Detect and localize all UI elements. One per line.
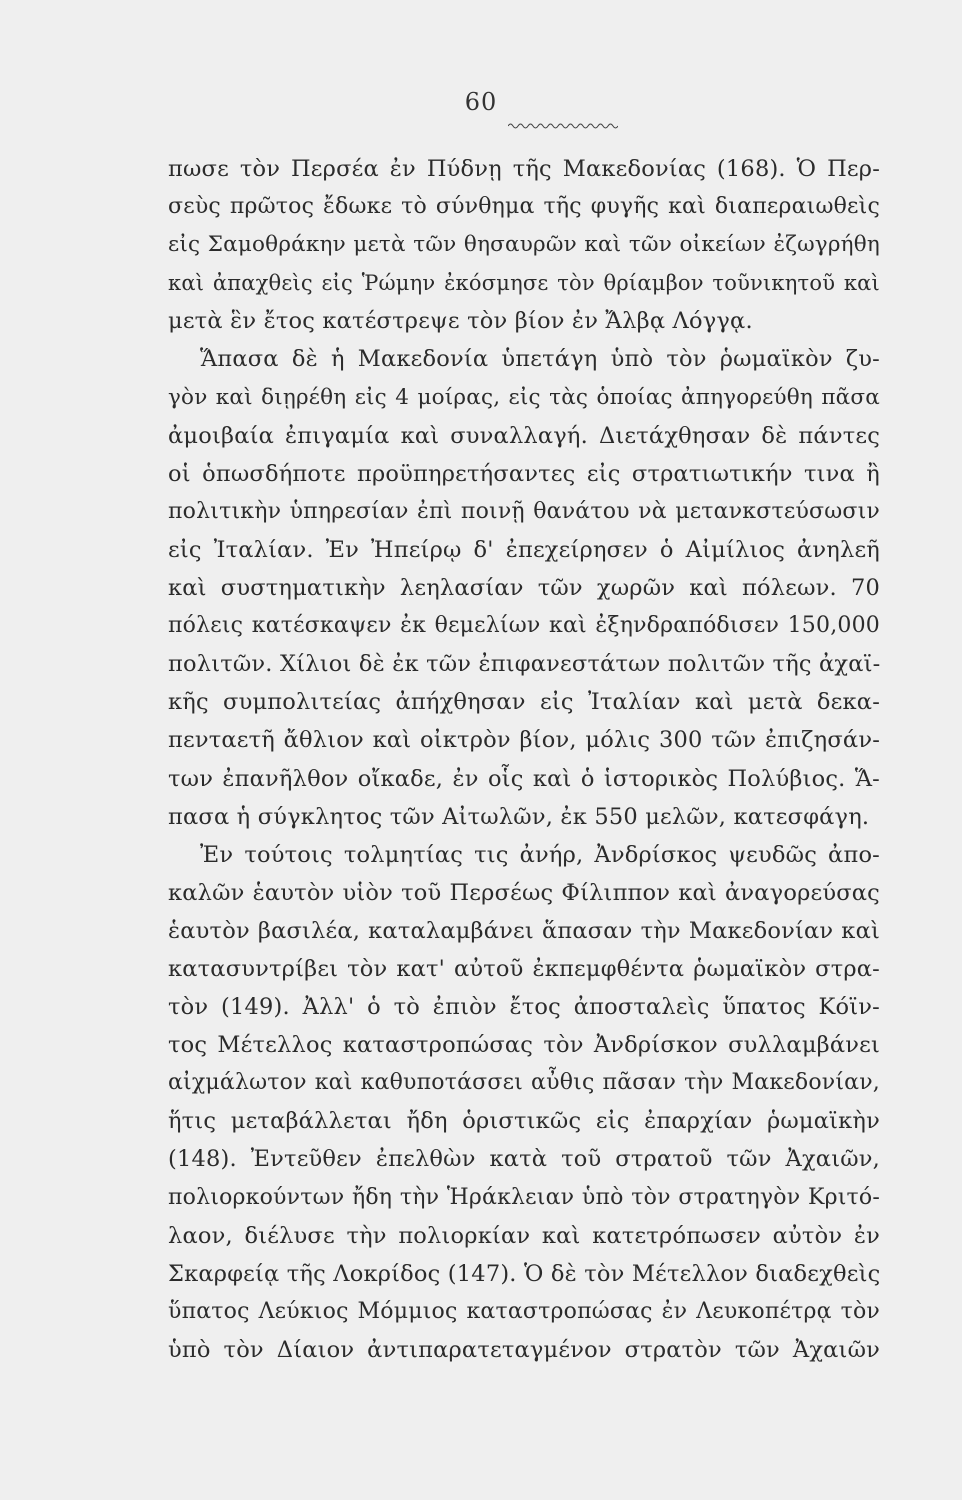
wavy-rule-ornament (508, 122, 618, 130)
text-line: ὕπατος Λεύκιος Μόμμιος καταστροπώσας ἐν Λευκοπέτρᾳ τὸν (168, 1298, 880, 1324)
text-line: γὸν καὶ διῃρέθη εἰς 4 μοίρας, εἰς τὰς ὁποίας ἀπηγορεύθη πᾶσα (168, 384, 880, 410)
text-line: Ἅπασα δὲ ἡ Μακεδονία ὑπετάγη ὑπὸ τὸν ῥωμαϊκὸν ζυ- (200, 346, 880, 373)
text-line: τὸν (149). Ἀλλ' ὁ τὸ ἐπιὸν ἔτος ἀποσταλεὶς ὕπατος Κόϊν- (168, 994, 880, 1021)
text-line: καὶ ἀπαχθεὶς εἰς Ῥώμην ἐκόσμησε τὸν θρίαμβον τοῦνικητοῦ καὶ (168, 271, 880, 296)
text-line: καλῶν ἑαυτὸν υἱὸν τοῦ Περσέως Φίλιππον καὶ ἀναγορεύσας (168, 879, 880, 906)
text-line: κῆς συμπολιτείας ἀπήχθησαν εἰς Ἰταλίαν καὶ μετὰ δεκα- (168, 689, 880, 716)
text-line: εἰς Σαμοθράκην μετὰ τῶν θησαυρῶν καὶ τῶν οἰκείων ἐζωγρήθη (168, 232, 880, 258)
text-line: των ἐπανῆλθον οἴκαδε, ἐν οἷς καὶ ὁ ἱστορικὸς Πολύβιος. Ἅ- (168, 765, 880, 792)
text-line: ἑαυτὸν βασιλέα, καταλαμβάνει ἅπασαν τὴν Μακεδονίαν καὶ (168, 917, 880, 944)
text-line: μετὰ ἓν ἔτος κατέστρεψε τὸν βίον ἐν Ἄλβᾳ Λόγγᾳ. (168, 308, 753, 335)
text-line: πολιτῶν. Χίλιοι δὲ ἐκ τῶν ἐπιφανεστάτων πολιτῶν τῆς ἀχαϊ- (168, 651, 881, 678)
text-line: πολιτικὴν ὑπηρεσίαν ἐπὶ ποινῇ θανάτου νὰ μετανκστεύσωσιν (168, 498, 880, 524)
text-line: αἰχμάλωτον καὶ καθυποτάσσει αὖθις πᾶσαν τὴν Μακεδονίαν, (168, 1070, 880, 1096)
text-line: πασα ἡ σύγκλητος τῶν Αἰτωλῶν, ἐκ 550 μελῶν, κατεσφάγη. (168, 803, 870, 830)
text-line: ἥτις μεταβάλλεται ἤδη ὁριστικῶς εἰς ἐπαρχίαν ῥωμαϊκὴν (168, 1108, 880, 1135)
text-line: Ἐν τούτοις τολμητίας τις ἀνήρ, Ἀνδρίσκος ψευδῶς ἀπο- (200, 841, 880, 868)
text-line: (148). Ἐντεῦθεν ἐπελθὼν κατὰ τοῦ στρατοῦ τῶν Ἀχαιῶν, (168, 1146, 880, 1173)
text-line: εἰς Ἰταλίαν. Ἐν Ἠπείρῳ δ' ἐπεχείρησεν ὁ Αἰμίλιος ἀνηλεῆ (168, 536, 880, 563)
text-line: ἀμοιβαία ἐπιγαμία καὶ συναλλαγή. Διετάχθησαν δὲ πάντες (168, 422, 880, 449)
text-line: καὶ συστηματικὴν λεηλασίαν τῶν χωρῶν καὶ πόλεων. 70 (168, 575, 880, 602)
text-line: σεὺς πρῶτος ἔδωκε τὸ σύνθημα τῆς φυγῆς καὶ διαπεραιωθεὶς (168, 194, 880, 220)
text-line: κατασυντρίβει τὸν κατ' αὐτοῦ ἐκπεμφθέντα ῥωμαϊκὸν στρα- (168, 955, 880, 982)
text-line: ὑπὸ τὸν Δίαιον ἀντιπαρατεταγμένον στρατὸν τῶν Ἀχαιῶν (168, 1336, 880, 1363)
text-line: πολιορκούντων ἤδη τὴν Ἡράκλειαν ὑπὸ τὸν στρατηγὸν Κριτό- (168, 1184, 880, 1210)
text-line: πόλεις κατέσκαψεν ἐκ θεμελίων καὶ ἐξηνδραπόδισεν 150,000 (168, 613, 880, 639)
text-line: τος Μέτελλος καταστροπώσας τὸν Ἀνδρίσκον συλλαμβάνει (168, 1032, 880, 1059)
text-line: οἱ ὁπωσδήποτε προϋπηρετήσαντες εἰς στρατιωτικήν τινα ἢ (168, 460, 880, 487)
text-line: Σκαρφείᾳ τῆς Λοκρίδος (147). Ὁ δὲ τὸν Μέτελλον διαδεχθεὶς (168, 1260, 881, 1287)
text-line: πενταετῆ ἄθλιον καὶ οἰκτρὸν βίον, μόλις 300 τῶν ἐπιζησάν- (168, 727, 880, 754)
body-text (168, 150, 880, 1369)
page-number: 60 (464, 88, 498, 116)
text-line: πωσε τὸν Περσέα ἐν Πύδνῃ τῆς Μακεδονίας (168). Ὁ Περ- (168, 156, 880, 182)
text-line: λαον, διέλυσε τὴν πολιορκίαν καὶ κατετρόπωσεν αὐτὸν ἐν (168, 1222, 880, 1249)
